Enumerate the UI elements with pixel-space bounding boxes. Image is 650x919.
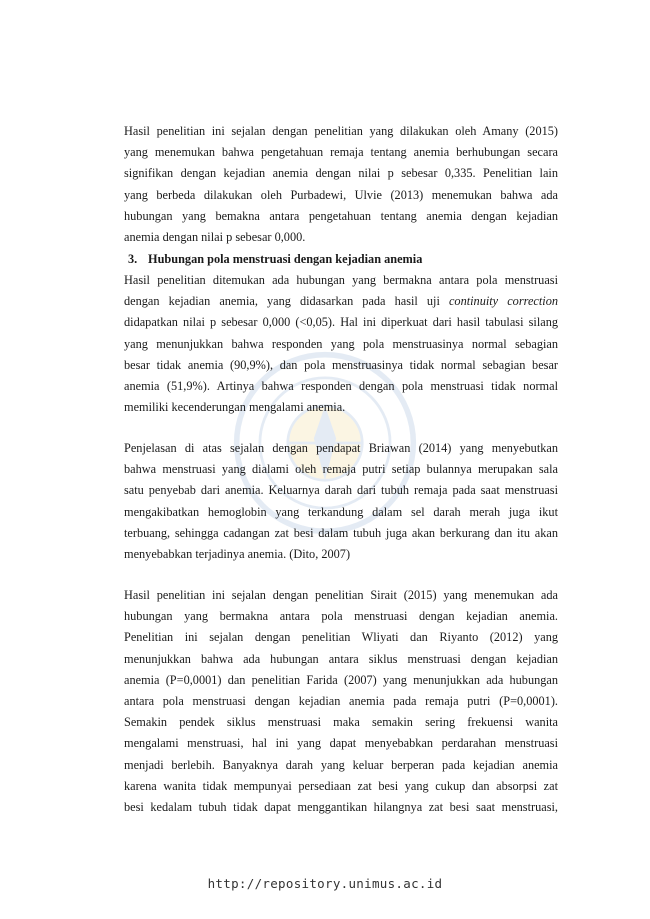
paragraph-line: Penelitian ini sejalan dengan penelitian Wliyati dan Riyanto (2012) yang <box>124 630 558 645</box>
paragraph-line: menyebabkan terjadinya anemia. (Dito, 2007) <box>124 547 351 562</box>
paragraph-line: Penjelasan di atas sejalan dengan pendapat Briawan (2014) yang menyebutkan <box>124 441 558 455</box>
paragraph-line: anemia dengan nilai p sebesar 0,000. <box>124 230 306 245</box>
paragraph-line: besi kedalam tubuh tidak dapat menggantikan hilangnya zat besi saat menstruasi, <box>124 800 558 815</box>
paragraph-1 <box>124 121 558 248</box>
section-heading <box>128 249 422 270</box>
paragraph-line: menjadi berlebih. Banyaknya darah yang keluar berperan pada kejadian anemia <box>124 757 558 772</box>
paragraph-line: bahwa menstruasi yang dialami oleh remaja putri setiap bulannya merupakan sala <box>124 462 558 477</box>
paragraph-line: didapatkan nilai p sebesar 0,000 (<0,05). Hal ini diperkuat dari hasil tabulasi silang <box>124 315 558 330</box>
paragraph-4 <box>124 585 558 818</box>
paragraph-line: besar tidak anemia (90,9%), dan pola menstruasinya tidak normal sebagian besar <box>124 357 558 372</box>
paragraph-line: hubungan yang bemakna antara pengetahuan tentang anemia dengan kejadian <box>124 208 558 223</box>
paragraph-line: Semakin pendek siklus menstruasi maka semakin sering frekuensi wanita <box>124 715 558 730</box>
heading-title: Hubungan pola menstruasi dengan kejadian anemia <box>148 252 423 266</box>
paragraph-line: Hasil penelitian ditemukan ada hubungan yang bermakna antara pola menstruasi <box>124 273 558 287</box>
line-text: dengan kejadian anemia, yang didasarkan pada hasil uji <box>124 294 449 309</box>
italic-term: continuity correction <box>448 294 558 309</box>
paragraph-line: yang menemukan bahwa pengetahuan remaja tentang anemia berhubungan secara <box>124 145 558 160</box>
paragraph-line: Hasil penelitian ini sejalan dengan penelitian Sirait (2015) yang menemukan ada <box>124 588 558 602</box>
paragraph-line: antara pola menstruasi dengan kejadian anemia pada remaja putri (P=0,0001). <box>124 694 558 709</box>
paragraph-line: terbuang, sehingga cadangan zat besi dalam tubuh juga akan berkurang dan itu akan <box>124 525 558 540</box>
paragraph-line: Hasil penelitian ini sejalan dengan penelitian yang dilakukan oleh Amany (2015) <box>124 124 558 138</box>
paragraph-line: menunjukkan bahwa ada hubungan antara siklus menstruasi dengan kejadian <box>124 651 558 666</box>
paragraph-line: yang menunjukkan bahwa responden yang pola menstruasinya normal sebagian <box>124 336 558 351</box>
paragraph-line: anemia (51,9%). Artinya bahwa responden dengan pola menstruasi tidak normal <box>124 379 558 394</box>
paragraph-line: satu penyebab dari anemia. Keluarnya darah dari tubuh remaja pada saat menstruasi <box>124 483 558 498</box>
paragraph-line-with-italic <box>124 291 558 312</box>
paragraph-3 <box>124 438 558 565</box>
heading-number: 3. <box>128 252 138 266</box>
paragraph-line: mengalami menstruasi, hal ini yang dapat menyebabkan perdarahan menstruasi <box>124 736 558 751</box>
paragraph-line: signifikan dengan kejadian anemia dengan nilai p sebesar 0,335. Penelitian lain <box>124 166 558 181</box>
paragraph-line: anemia (P=0,0001) dan penelitian Farida (2007) yang menunjukkan ada hubungan <box>124 672 558 687</box>
paragraph-line: karena wanita tidak mempunyai persediaan zat besi yang cukup dan absorpsi zat <box>124 778 558 793</box>
footer-repository-link[interactable]: http://repository.unimus.ac.id <box>207 876 443 891</box>
paragraph-line: yang berbeda dilakukan oleh Purbadewi, Ulvie (2013) menemukan bahwa ada <box>124 187 558 202</box>
paragraph-2 <box>124 270 558 418</box>
paragraph-line: hubungan yang bermakna antara pola menstruasi dengan kejadian anemia. <box>124 609 558 624</box>
paragraph-line: mengakibatkan hemoglobin yang terkandung dalam sel darah merah juga ikut <box>124 504 558 519</box>
paragraph-line: memiliki kecenderungan mengalami anemia. <box>124 400 346 415</box>
